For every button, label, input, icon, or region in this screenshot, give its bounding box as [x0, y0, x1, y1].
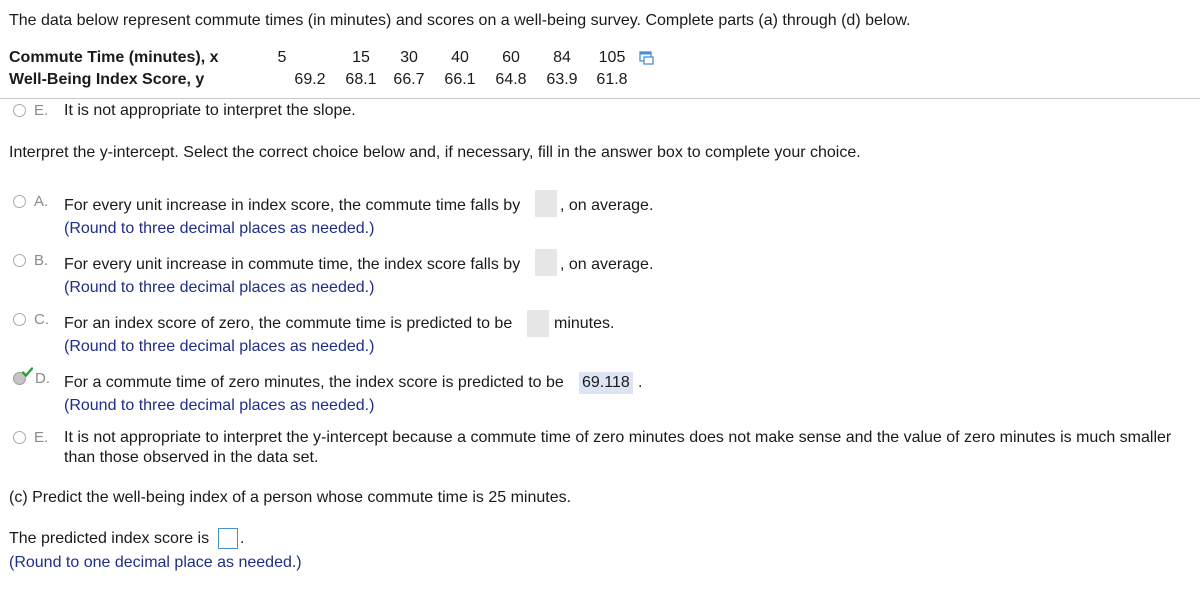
question-intro: The data below represent commute times (in minutes) and scores on a well-being survey. Complete parts (a) through (d) below. — [9, 12, 911, 29]
option-b-text: For every unit increase in commute time, the index score falls by — [64, 256, 521, 273]
y-value-cell: 68.1 — [345, 71, 377, 88]
x-value-cell: 5 — [277, 49, 287, 66]
y-value-cell: 63.9 — [546, 71, 578, 88]
y-value-cell: 64.8 — [495, 71, 527, 88]
option-c-letter: C. — [34, 311, 49, 328]
x-value-cell: 60 — [502, 49, 520, 66]
option-b-letter: B. — [34, 252, 49, 269]
predicted-score-input[interactable] — [218, 528, 238, 549]
x-value-cell: 105 — [598, 49, 626, 66]
option-e-text-line1: It is not appropriate to interpret the y-intercept because a commute time of zero minutes does not make sense and the value of zero minutes is much smaller — [64, 429, 1172, 446]
option-c-hint: (Round to three decimal places as needed.) — [64, 338, 375, 355]
option-d-letter: D. — [35, 370, 50, 387]
y-value-cell: 69.2 — [294, 71, 326, 88]
option-c-answer-box[interactable] — [527, 310, 549, 337]
y-value-cell: 66.1 — [444, 71, 476, 88]
copy-data-icon[interactable] — [639, 51, 655, 65]
option-b-answer-box[interactable] — [535, 249, 557, 276]
x-value-cell: 15 — [352, 49, 370, 66]
x-value-cell: 30 — [400, 49, 418, 66]
option-a-hint: (Round to three decimal places as needed.) — [64, 220, 375, 237]
table-x-label: Commute Time (minutes), x — [9, 49, 219, 66]
slope-option-e-text: It is not appropriate to interpret the slope. — [64, 102, 356, 119]
option-d-hint: (Round to three decimal places as needed.) — [64, 397, 375, 414]
option-c-text-after: minutes. — [554, 315, 615, 332]
table-y-label: Well-Being Index Score, y — [9, 71, 205, 88]
slope-option-e-radio[interactable] — [13, 104, 26, 117]
option-a-text-after: , on average. — [560, 197, 654, 214]
intercept-prompt: Interpret the y-intercept. Select the correct choice below and, if necessary, fill in the answer box to complete your choice. — [9, 144, 861, 161]
x-value-cell: 40 — [451, 49, 469, 66]
checkmark-icon — [22, 367, 33, 378]
option-a-letter: A. — [34, 193, 49, 210]
y-value-cell: 66.7 — [393, 71, 425, 88]
option-b-radio[interactable] — [13, 254, 26, 267]
option-c-text: For an index score of zero, the commute time is predicted to be — [64, 315, 513, 332]
option-e-letter: E. — [34, 429, 49, 446]
option-e-text-line2: than those observed in the data set. — [64, 449, 319, 466]
option-d-answer-value[interactable]: 69.118 — [579, 372, 633, 394]
option-b-text-after: , on average. — [560, 256, 654, 273]
part-c-heading: (c) Predict the well-being index of a person whose commute time is 25 minutes. — [9, 489, 572, 506]
option-e-radio[interactable] — [13, 431, 26, 444]
option-a-radio[interactable] — [13, 195, 26, 208]
option-c-radio[interactable] — [13, 313, 26, 326]
y-value-cell: 61.8 — [596, 71, 628, 88]
option-b-hint: (Round to three decimal places as needed.) — [64, 279, 375, 296]
section-divider — [0, 98, 1200, 99]
part-c-hint: (Round to one decimal place as needed.) — [9, 554, 302, 571]
x-value-cell: 84 — [553, 49, 571, 66]
part-c-answer-suffix: . — [240, 530, 245, 547]
option-a-answer-box[interactable] — [535, 190, 557, 217]
slope-option-e-letter: E. — [34, 102, 49, 119]
part-c-answer-prefix: The predicted index score is — [9, 530, 210, 547]
option-a-text: For every unit increase in index score, the commute time falls by — [64, 197, 521, 214]
option-d-text: For a commute time of zero minutes, the index score is predicted to be — [64, 374, 564, 391]
option-d-text-after: . — [638, 374, 643, 391]
